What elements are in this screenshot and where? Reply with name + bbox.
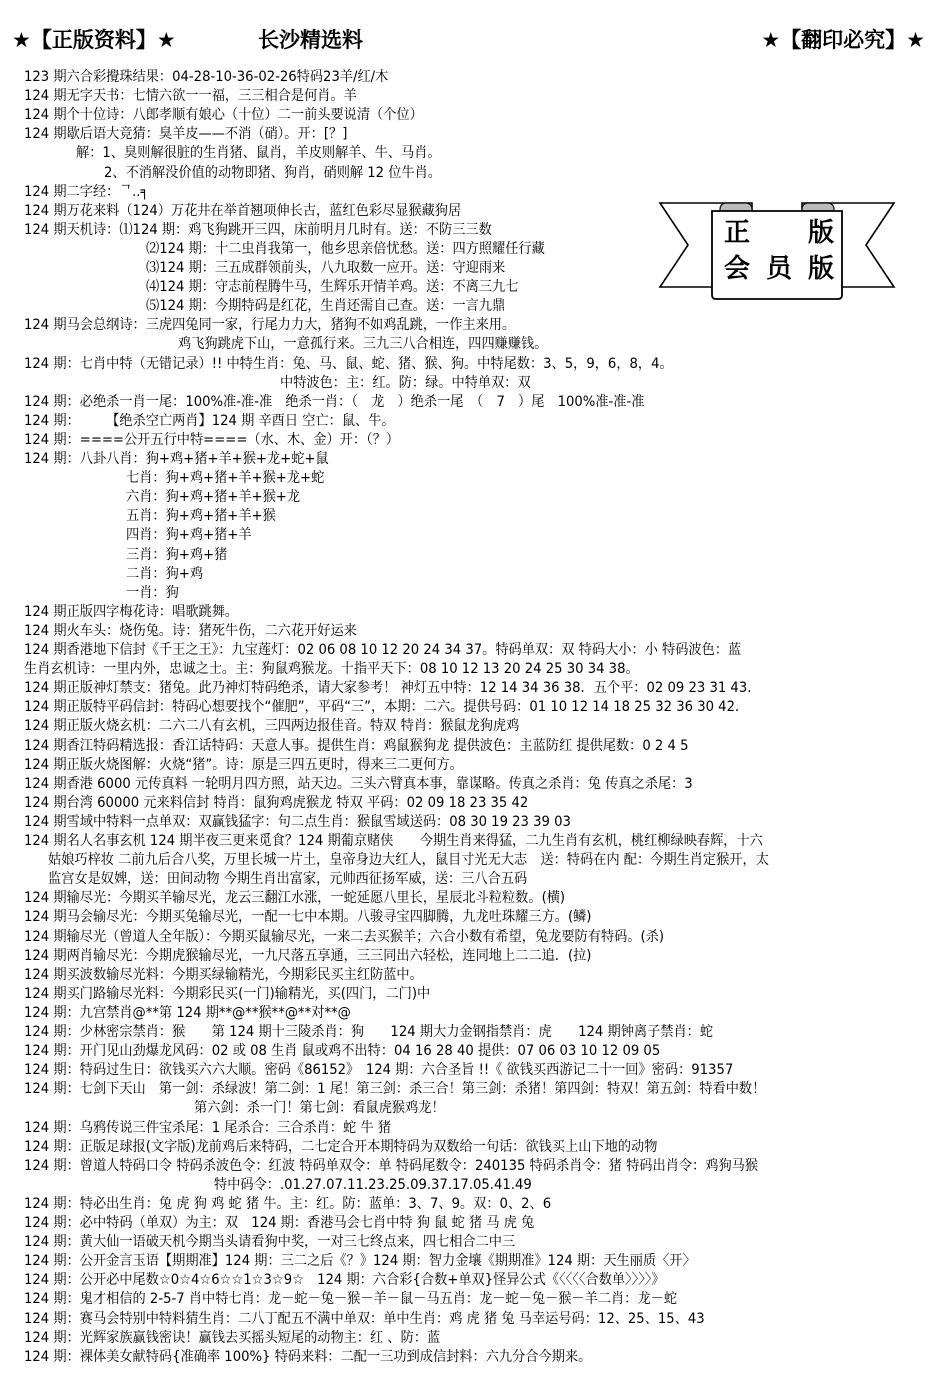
- text-line: 124 期二字经：ᄀ..╕: [24, 183, 149, 200]
- text-line: 124 期：公开必中尾数☆0☆4☆6☆☆1☆3☆9☆ 124 期：六合彩{合数+单双}怪异公式《〈〈〈〈合数单〉〉〉〉》: [24, 1272, 665, 1289]
- text-line: 123 期六合彩攪珠结果：04-28-10-36-02-26特码23羊/红/木: [24, 69, 389, 85]
- text-line: 124 期个十位诗：八郎孝顺有娘心（十位）二一前头要说清（个位）: [24, 107, 423, 124]
- text-line: 姑娘巧梓妆 二前九后合八奖，万里长城一片土，皇帝身边大红人，鼠目寸光无大志 送：特码在内 配：今期生肖定猴开，太: [48, 852, 769, 869]
- text-line: 生肖玄机诗：一里内外，忠诚之士。主：狗鼠鸡猴龙。十指平天下：08 10 12 13 20 24 25 30 34 38。: [24, 661, 639, 678]
- text-line: 124 期：必中特码（单双）为主：双 124 期：香港马会七肖中特 狗 鼠 蛇 猪 马 虎 兔: [24, 1215, 535, 1231]
- text-line: 124 期无字天书：七情六欲一一福，三三相合是何肖。羊: [24, 88, 357, 105]
- text-line: 124 期：正版足球报(文字版)龙前鸡后来特码，二七定合开本期特码为双数给一句话：欲钱买上山下地的动物: [24, 1138, 658, 1155]
- text-line: 2、不消解没价值的动物即猪、狗肖，硝则解 12 位牛肖。: [104, 164, 442, 181]
- text-line: 124 期输尽光（曾道人全年版）：今期买鼠输尽光，一来二去买猴羊；六合小数有希望，兔龙要防有特码。(杀): [24, 928, 665, 945]
- text-line: 124 期：鬼才相信的 2-5-7 肖中特七肖：龙－蛇－兔－猴－羊－鼠－马五肖：龙－蛇－兔－猴－羊二肖：龙－蛇: [24, 1291, 678, 1308]
- text-line: 124 期：====公开五行中特====（水、木、金）开：（？）: [24, 431, 400, 448]
- badge-char: 正: [724, 218, 751, 248]
- text-line: 124 期输尽光：今期买羊输尽光，龙云三翻江水涨，一蛇延愿八里长，星辰北斗粒粒数。(横): [24, 890, 566, 907]
- badge-text: [724, 215, 834, 287]
- badge-char: 版: [807, 254, 834, 284]
- text-line: 124 期名人名事玄机 124 期半夜三更来觅食？124 期葡京赌侠 今期生肖来得猛，二九生肖有玄机，桃红柳绿映春辉，十六: [24, 833, 763, 849]
- page-header: [0, 24, 943, 60]
- badge-row-2: [724, 251, 834, 287]
- badge-char: 员: [765, 254, 792, 284]
- text-line: 124 期买门路输尽光料：今期彩民买(一门)输精光，买(四门，二门)中: [24, 985, 431, 1002]
- text-line: 124 期：黄大仙一语破天机今期当头请看狗中奖，一对三七终点来，四七相合二中三: [24, 1234, 516, 1251]
- text-line: 解：1、臭则解很脏的生肖猪、鼠肖，羊皮则解羊、牛、马肖。: [76, 145, 441, 162]
- member-edition-ribbon-badge: [652, 195, 902, 300]
- text-line: 124 期买波数输尽光料：今期买绿输精光，今期彩民买主红防蓝中。: [24, 966, 423, 983]
- text-line: 三肖：狗+鸡+猪: [126, 546, 228, 563]
- text-line: 124 期天机诗：⑴124 期：鸡飞狗跳开三四，床前明月几时有。送：不防三三数: [24, 221, 492, 238]
- text-line: 124 期正版四字梅花诗：唱歌跳舞。: [24, 603, 239, 620]
- header-left-label: ★【正版资料】★: [12, 28, 176, 52]
- text-line: 124 期正版神灯禁支：猪兔。此乃神灯特码绝杀，请大家参考！ 神灯五中特：12 14 34 36 38．五个平：02 09 23 31 43.: [24, 680, 752, 697]
- text-line: 四肖：狗+鸡+猪+羊: [126, 527, 252, 544]
- text-line: 中特波色：主：红。防：绿。中特单双：双: [280, 374, 531, 391]
- badge-row-1: [724, 215, 834, 251]
- text-line: 监宫女是奴婢，送：田间动物 今期生肖出富家，元帅西征扬军威，送：三八合五码: [48, 871, 528, 888]
- text-line: ⑵124 期：十二虫肖我第一，他乡思亲倍忧愁。送：四方照耀任行藏: [146, 240, 545, 257]
- text-line: 124 期：少林密宗禁肖：猴 第 124 期十三陵杀肖：狗 124 期大力金钢指禁肖：虎 124 期钟离子禁肖：蛇: [24, 1024, 714, 1040]
- text-line: 124 期：特必出生肖：兔 虎 狗 鸡 蛇 猪 牛。主：红。防：蓝单：3、7、9。双：0、2、6: [24, 1195, 552, 1212]
- text-line: 124 期香港地下信封《千王之王》：九宝莲灯：02 06 08 10 12 20 24 34 37。特码单双：双 特码大小：小 特码波色：蓝: [24, 642, 742, 658]
- text-line: 124 期：必绝杀一肖一尾：100%准-准-准 绝杀一肖：（ 龙 ）绝杀一尾 （ 7 ）尾 100%准-准-准: [24, 393, 645, 410]
- text-line: 鸡飞狗跳虎下山，一意孤行来。三九三八合相连，四四赚赚钱。: [178, 336, 548, 353]
- text-line: 五肖：狗+鸡+猪+羊+猴: [126, 508, 276, 525]
- text-line: 124 期正版特平码信封：特码心想要找个“催肥”，平码“三”，本期：二六。提供号码：01 10 12 14 18 25 32 36 30 42．: [24, 699, 749, 716]
- text-line: 124 期万花来料（124）万花井在举首翘项伸长古，蓝红色彩尽显猴藏狗居: [24, 202, 462, 219]
- text-line: 124 期马会输尽光：今期买兔输尽光，一配一七中本期。八骏寻宝四脚腾，九龙吐珠耀三方。(鳞): [24, 909, 592, 926]
- text-line: 七肖：狗+鸡+猪+羊+猴+龙+蛇: [126, 470, 325, 487]
- text-line: 124 期：赛马会特别中特料猜生肖：二八丁配五不满中单双：单中生肖：鸡 虎 猪 兔 马幸运号码：12、25、15、43: [24, 1310, 705, 1327]
- text-line: 124 期香港 6000 元传真料 一轮明月四方照，站天边。三头六臂真本事，靠谋略。传真之杀肖：兔 传真之杀尾：3: [24, 775, 693, 792]
- badge-char: 版: [807, 218, 834, 248]
- page-title: 长沙精选料: [258, 28, 363, 52]
- text-line: 124 期马会总纲诗：三虎四兔同一家，行尾力力大，猪狗不如鸡乱跳，一作主来用。: [24, 317, 516, 334]
- text-line: 124 期香江特码精选报：香江话特码：天意人事。提供生肖：鸡鼠猴狗龙 提供波色：主蓝防红 提供尾数：0 2 4 5: [24, 737, 689, 754]
- text-line: 124 期：八卦八肖：狗+鸡+猪+羊+猴+龙+蛇+鼠: [24, 451, 329, 467]
- text-line: 124 期：裸体美女献特码{准确率 100%} 特码来料：二配一三功到成信封料：六九分合今期来。: [24, 1348, 592, 1365]
- text-line: ⑸124 期：今期特码是红花，生肖还需自己查。送：一言九鼎: [146, 298, 506, 315]
- text-line: 124 期：公开金言玉语【期期准】124 期：三二之后《？》124 期：智力金壤《期期准》124 期：天生丽质〈开〉: [24, 1253, 696, 1270]
- text-line: 六肖：狗+鸡+猪+羊+猴+龙: [126, 489, 301, 506]
- text-line: 124 期：光辉家族赢钱密诀！赢钱去买摇头短尾的动物主：红 、防：蓝: [24, 1329, 441, 1346]
- text-line: 124 期雪域中特料一点单双：双赢钱猛字：句二点生肖：猴鼠雪域送码：08 30 19 23 39 03: [24, 813, 571, 830]
- text-line: 一肖：狗: [126, 584, 179, 601]
- text-line: 124 期两肖输尽光：今期虎猴输尽光，一九尺落五享通，三三同出六轻松，连同地上二二追．(拉): [24, 947, 592, 964]
- badge-char: 会: [724, 254, 751, 284]
- text-line: 第六剑：杀一门！第七剑：看鼠虎猴鸡龙！: [194, 1100, 445, 1117]
- text-line: 124 期：特码过生日：欲钱买六六大顺。密码《86152》 124 期：六合圣旨 !!《 欲钱买西游记二十一回》密码：91357: [24, 1062, 734, 1079]
- text-line: 124 期：乌鸦传说三件宝杀尾：1 尾杀合：三合杀肖：蛇 牛 猪: [24, 1119, 392, 1136]
- text-line: 124 期：七肖中特（无错记录）!! 中特生肖：兔、马、鼠、蛇、猪、猴、狗。中特尾数：3、5，9，6，8，4。: [24, 355, 673, 372]
- text-line: ⑷124 期：守志前程腾牛马，生辉乐开情羊鸡。送：不离三九七: [146, 279, 519, 296]
- text-line: 124 期歇后语大竞猜：臭羊皮——不消（硝）。开：[？]: [24, 126, 348, 143]
- text-line: 124 期正版火烧图解：火烧“猪”。诗：原是三四五更时，得来三二更何方。: [24, 756, 463, 773]
- header-right-label: ★【翻印必究】★: [761, 28, 925, 52]
- text-line: 二肖：狗+鸡: [126, 565, 204, 582]
- text-line: 124 期：曾道人特码口令 特码杀波色令：红波 特码单双令：单 特码尾数令：240135 特码杀肖令：猪 特码出肖令：鸡狗马猴: [24, 1157, 759, 1174]
- text-line: 124 期火车头：烧伤兔。诗：猪死牛伤，二六花开好运来: [24, 622, 357, 639]
- text-line: 特中码令：.01.27.07.11.23.25.09.37.17.05.41.49: [214, 1176, 532, 1193]
- text-line: 124 期台湾 60000 元来料信封 特肖：鼠狗鸡虎猴龙 特双 平码：02 09 18 23 35 42: [24, 794, 529, 811]
- text-line: 124 期：开门见山劲爆龙风码：02 或 08 生肖 鼠或鸡不出特：04 16 28 40 提供：07 06 03 10 12 09 05: [24, 1043, 661, 1060]
- text-line: 124 期：七剑下天山 第一剑：杀绿波！第二剑：1 尾！第三剑：杀三合！第三剑：杀猪！第四剑：特双！第五剑：特看中数！: [24, 1081, 766, 1098]
- text-line: 124 期：九宫禁肖@**第 124 期**@**猴**@**对**@: [24, 1004, 351, 1021]
- text-line: 124 期： 【绝杀空亡两肖】124 期 辛酉日 空亡：鼠、牛。: [24, 412, 395, 429]
- text-line: ⑶124 期：三五成群领前头，八九取数一应开。送：守迎雨来: [146, 260, 506, 276]
- text-line: 124 期正版火烧玄机：二六二八有玄机，三四两边报佳音。特双 特肖：猴鼠龙狗虎鸡: [24, 718, 520, 735]
